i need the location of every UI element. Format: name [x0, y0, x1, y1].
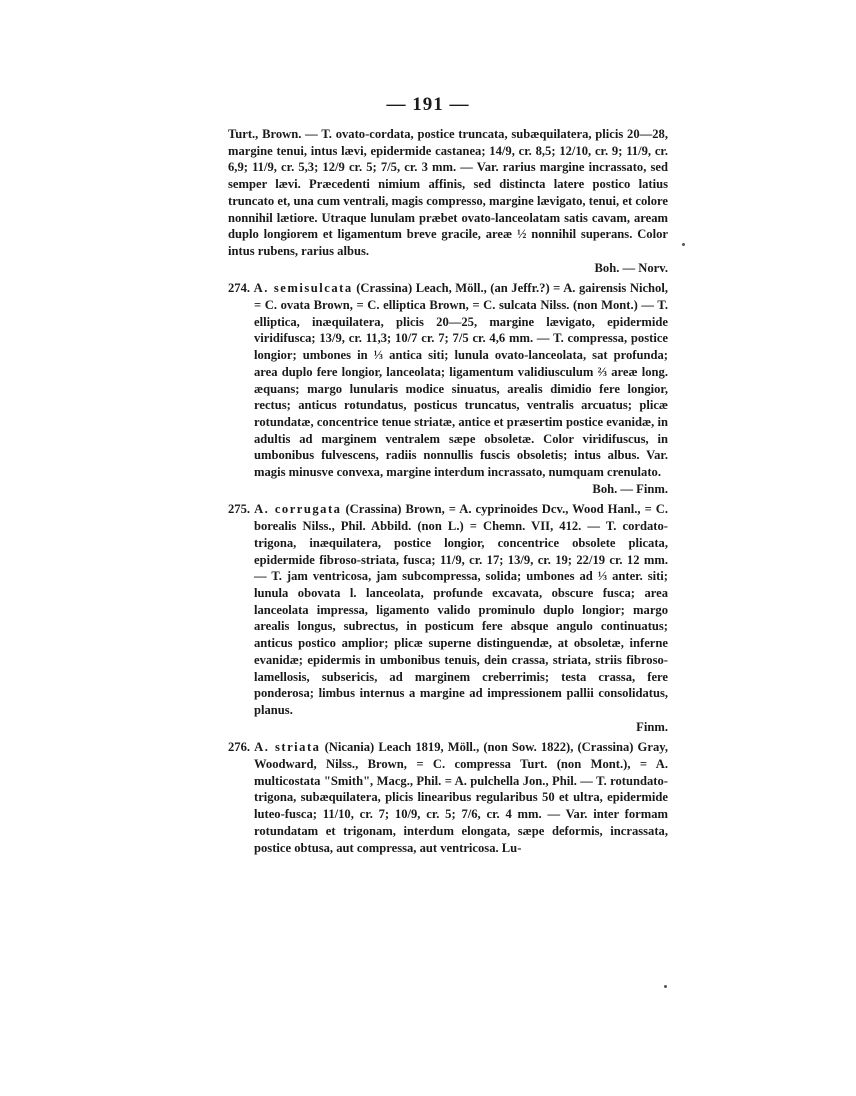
page-number-header: — 191 —	[386, 94, 470, 115]
entry-body: Turt., Brown. — T. ovato-cordata, postice truncata, subæquilatera, plicis 20—28, margine tenui, intus lævi, epidermide castanea; 14/9, cr. 8,5; 12/10, cr. 9; 11/9, cr. 6,9; 11/9, cr. 5,3; 12/9 cr. 5; 7/5, cr. 3 mm. — Var. rarius margine incrassato, sed semper lævi. Præcedenti nimium affinis, sed distincta latere postico latius truncato et, una cum ventrali, magis compresso, margine lævigato, tenui, et colore nonnihil lætiore. Utraque lunulam præbet ovato-lanceolatam satis cavam, aream duplo longiorem et ligamentum breve gracile, areæ ½ nonnihil superans. Color intus rubens, rarius albus.	[228, 127, 668, 258]
entry-body: (Crassina) Leach, Möll., (an Jeffr.?) = A. gairensis Nichol, = C. ovata Brown, = C. elliptica Brown, = C. sulcata Nilss. (non Mont.) — T. elliptica, inæquilatera, plicis 20—25, margine lævigato, epidermide viridifusca; 13/9, cr. 11,3; 10/7 cr. 7; 7/5 cr. 4,6 mm. — T. compressa, postice longior; umbones in ⅓ antica siti; lunula ovato-lanceolata, sat profunda; area duplo fere longior, lanceolata; ligamentum validiusculum ⅔ areæ long. æquans; margo lunularis modice sinuatus, arealis dimidio fere longior, rectus; anticus rotundatus, posticus truncatus, ventralis arcuatus; plicæ rotundatæ, concentrice tenue striatæ, antice et præsertim postice evanidæ, in adultis ad marginem ventralem sæpe obsoletæ. Color viridifuscus, in umbonibus fulvescens, radiis nonnullis fuscis obsoletis; intus albus. Var. magis minusve convexa, margine interdum incrassato, numquam crenulato.	[254, 281, 669, 480]
entry-continuation	[228, 126, 668, 276]
species-name: A. semisulcata	[253, 281, 353, 296]
entry-number: 274.	[228, 281, 251, 296]
species-name: A. corrugata	[254, 502, 342, 517]
entry-number: 276.	[228, 740, 251, 755]
species-name: A. striata	[254, 740, 321, 755]
scan-speck	[682, 243, 685, 246]
entry-body: (Crassina) Brown, = A. cyprinoides Dcv., Wood Hanl., = C. borealis Nilss., Phil. Abbild. (non L.) = Chemn. VII, 412. — T. cordato-trigona, inæquilatera, postice longior, concentrice obsolete plicata, epidermide fibroso-striata, fusca; 11/9, cr. 17; 13/9, cr. 19; 22/19 cr. 12 mm. — T. jam ventricosa, jam subcompressa, solida; umbones ad ⅓ anter. siti; lunula obovata l. lanceolata, profunde excavata, obscure fusca; area lanceolata impressa, ligamento valido prominulo duplo longior; margo arealis longus, subrectus, in posticum fere absque angulo continuatus; anticus postico amplior; plicæ superne distinguendæ, at obsoletæ, inferne evanidæ; epidermis in umbonibus tenuis, dein crassa, striata, striis fibroso-lamellosis, subsericis, ad marginem creberrimis; testa crassa, fere ponderosa; limbus internus a margine ad impressionem pallii consolidatus, planus.	[254, 502, 668, 717]
entry-locality: Boh. — Norv.	[594, 260, 668, 275]
entry-number: 275.	[228, 502, 251, 517]
scan-speck	[664, 985, 667, 988]
entry-276	[228, 739, 668, 856]
entry-locality: Finm.	[636, 719, 668, 734]
entry-locality: Boh. — Finm.	[592, 481, 668, 496]
entry-275	[228, 501, 668, 735]
text-column	[228, 126, 668, 860]
entry-body: (Nicania) Leach 1819, Möll., (non Sow. 1822), (Crassina) Gray, Woodward, Nilss., Brown, = C. compressa Turt. (non Mont.), = A. multicostata "Smith", Macg., Phil. = A. pulchella Jon., Phil. — T. rotundato-trigona, subæquilatera, plicis linearibus regularibus 50 et ultra, epidermide luteo-fusca; 11/10, cr. 7; 10/9, cr. 5; 7/6, cr. 4 mm. — Var. inter formam rotundatam et trigonam, interdum elongata, sæpe deformis, incrassata, postice obtusa, aut compressa, aut ventricosa. Lu-	[254, 740, 668, 855]
entry-274	[228, 280, 668, 497]
